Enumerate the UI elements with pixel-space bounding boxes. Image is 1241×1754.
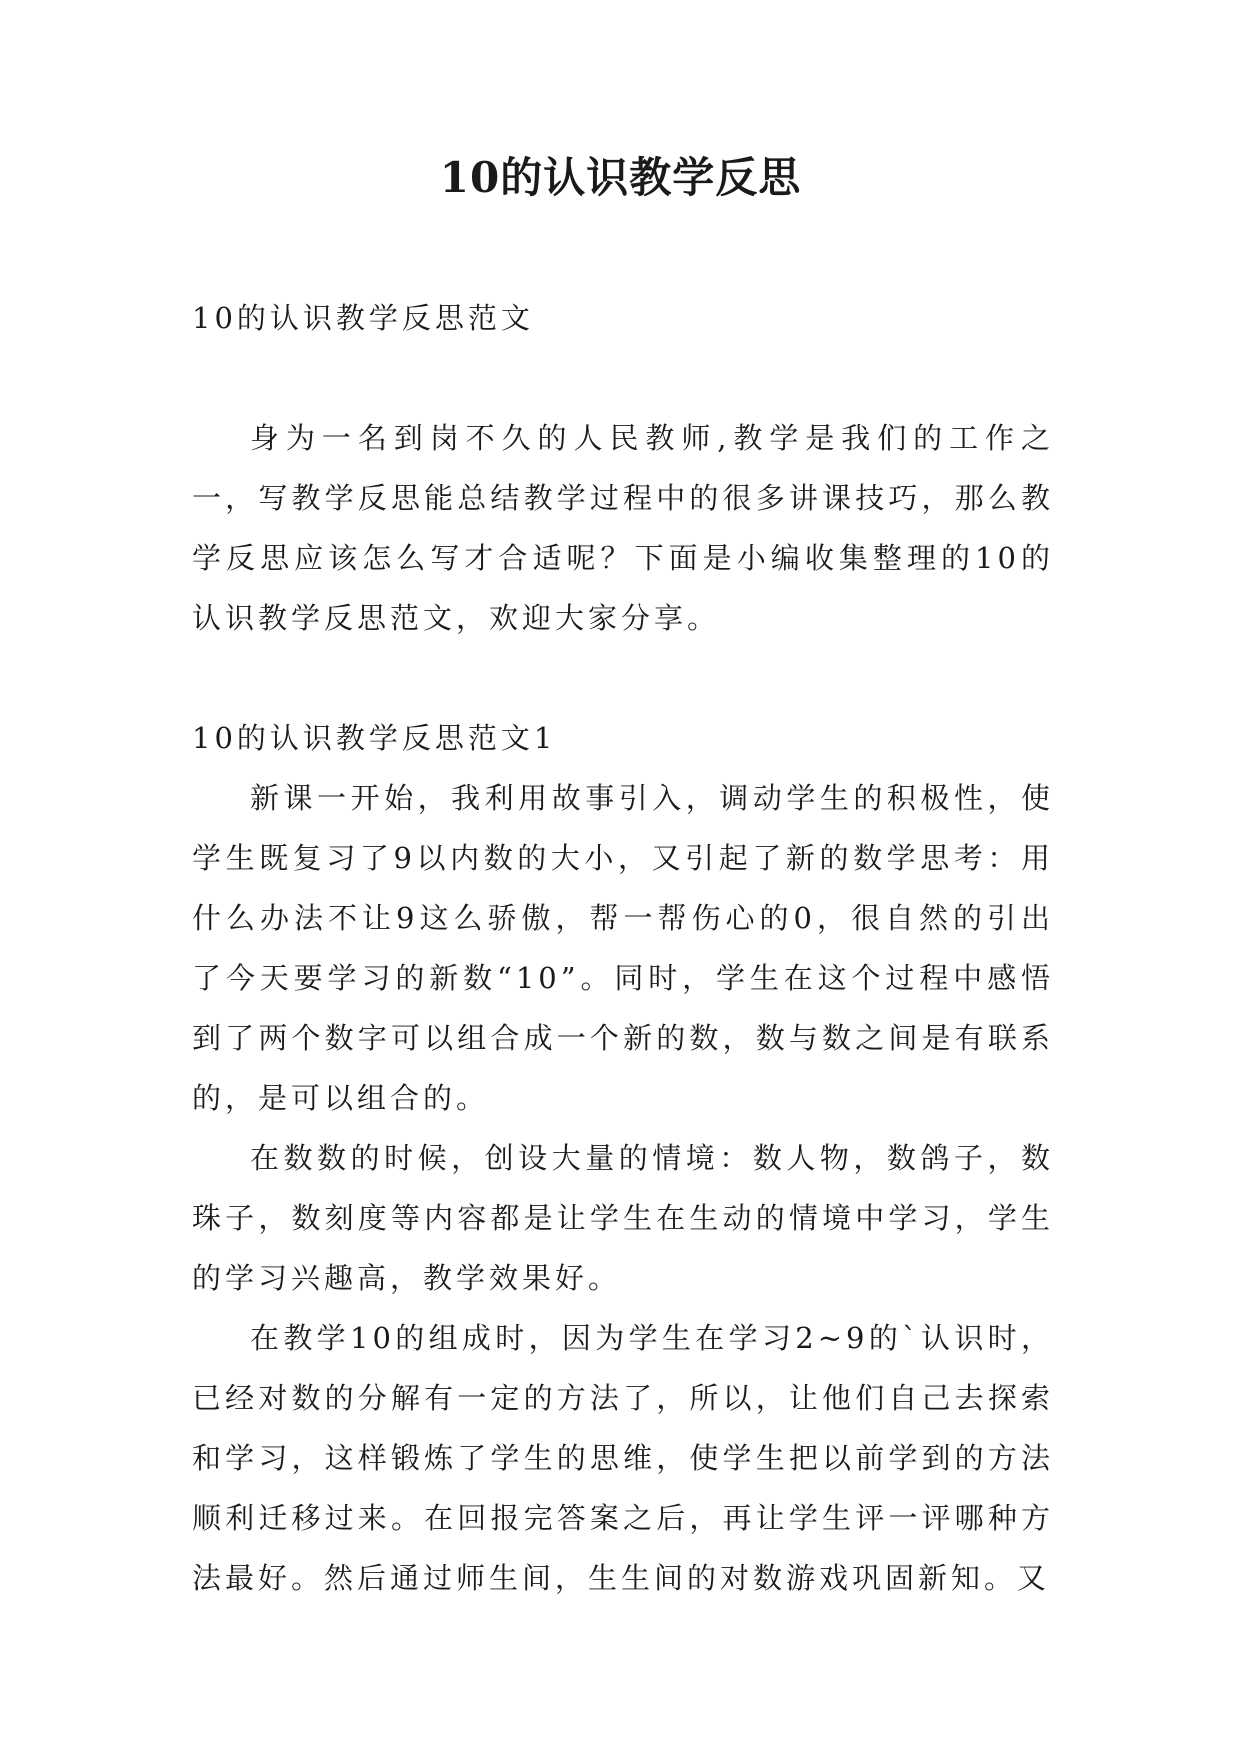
document-body	[192, 288, 1054, 1608]
document-title: 10的认识教学反思	[439, 153, 802, 202]
document-subtitle: 10的认识教学反思范文	[192, 301, 534, 335]
body-paragraph: 在教学10的组成时，因为学生在学习2~9的`认识时，已经对数的分解有一定的方法了，所以，让他们自己去探索和学习，这样锻炼了学生的思维，使学生把以前学到的方法顺利迁移过来。在回报完答案之后，再让学生评一评哪种方法最好。然后通过师生间，生生间的对数游戏巩固新知。又	[192, 1321, 1054, 1595]
spacer	[192, 648, 1054, 708]
spacer	[192, 348, 1054, 408]
body-paragraph: 新课一开始，我利用故事引入，调动学生的积极性，使学生既复习了9以内数的大小，又引起了新的数学思考：用什么办法不让9这么骄傲，帮一帮伤心的0，很自然的引出了今天要学习的新数“10”。同时，学生在这个过程中感悟到了两个数字可以组合成一个新的数，数与数之间是有联系的，是可以组合的。	[192, 781, 1054, 1115]
body-paragraph: 在数数的时候，创设大量的情境：数人物，数鸽子，数珠子，数刻度等内容都是让学生在生动的情境中学习，学生的学习兴趣高，教学效果好。	[192, 1141, 1054, 1295]
intro-paragraph: 身为一名到岗不久的人民教师,教学是我们的工作之一，写教学反思能总结教学过程中的很多讲课技巧，那么教学反思应该怎么写才合适呢？下面是小编收集整理的10的认识教学反思范文，欢迎大家分享。	[192, 421, 1054, 635]
section-heading: 10的认识教学反思范文1	[192, 721, 557, 755]
